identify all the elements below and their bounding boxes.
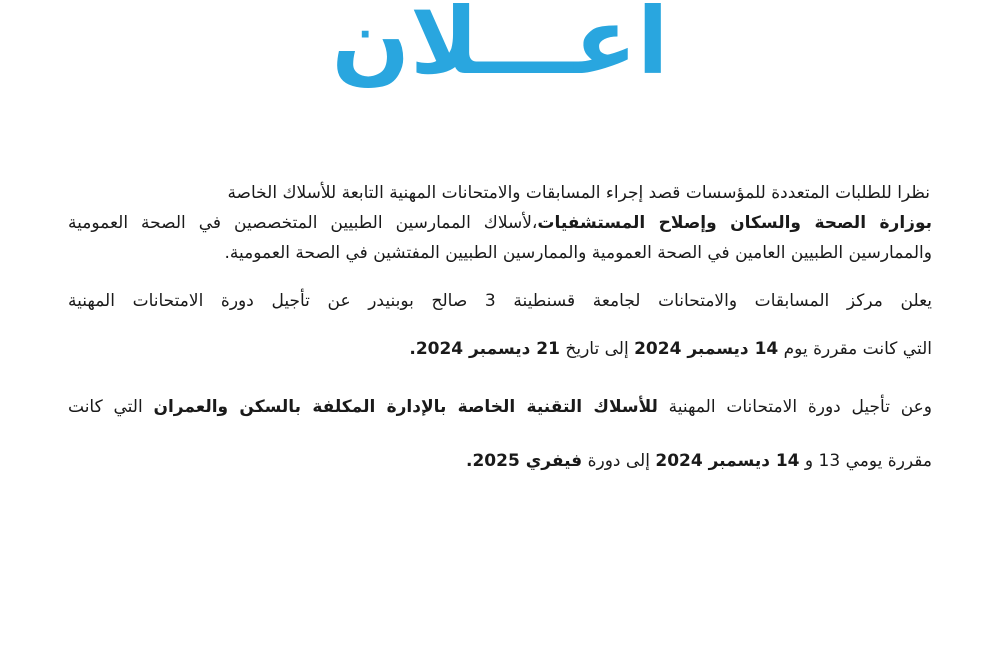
para2-text-c: إلى تاريخ: [559, 339, 635, 359]
para1-line3: والممارسين الطبيين العامين في الصحة العمومية والممارسين الطبيين المفتشين في الصحة العمومية.: [224, 243, 932, 263]
para1-line2: [68, 211, 932, 235]
technical-corps: للأسلاك التقنية الخاصة بالإدارة المكلفة بالسكن والعمران: [153, 397, 658, 417]
para2-text-a: التي كانت مقررة يوم: [778, 339, 932, 359]
para3-text-a: وعن تأجيل دورة الامتحانات المهنية: [657, 397, 932, 417]
para2-line1: يعلن مركز المسابقات والامتحانات لجامعة قسنطينة 3 صالح بوبنيدر عن تأجيل دورة الامتحانات المهنية: [68, 291, 932, 311]
para3-line1: [68, 395, 932, 419]
para1-line2-rest: ،لأسلاك الممارسين الطبيين المتخصصين في الصحة العمومية: [68, 213, 538, 233]
original-date-2: 14 ديسمبر 2024: [655, 451, 800, 471]
para3-text-e: إلى دورة: [582, 451, 656, 471]
para3-line2: [466, 449, 932, 473]
new-session: فيفري 2025.: [465, 451, 583, 471]
para1-line1: نظرا للطلبات المتعددة للمؤسسات قصد إجراء المسابقات والامتحانات المهنية التابعة للأسلاك الخاصة: [227, 183, 930, 203]
para3-text-c: التي كانت: [68, 397, 154, 417]
original-date: 14 ديسمبر 2024: [634, 339, 779, 359]
ministry-name: بوزارة الصحة والسكان وإصلاح المستشفيات: [537, 213, 932, 233]
para2-line2: [409, 337, 932, 361]
para3-text-d: مقررة يومي 13 و: [799, 451, 932, 471]
announcement-title: اعـــلان: [331, 0, 669, 95]
new-date: 21 ديسمبر 2024.: [409, 339, 560, 359]
